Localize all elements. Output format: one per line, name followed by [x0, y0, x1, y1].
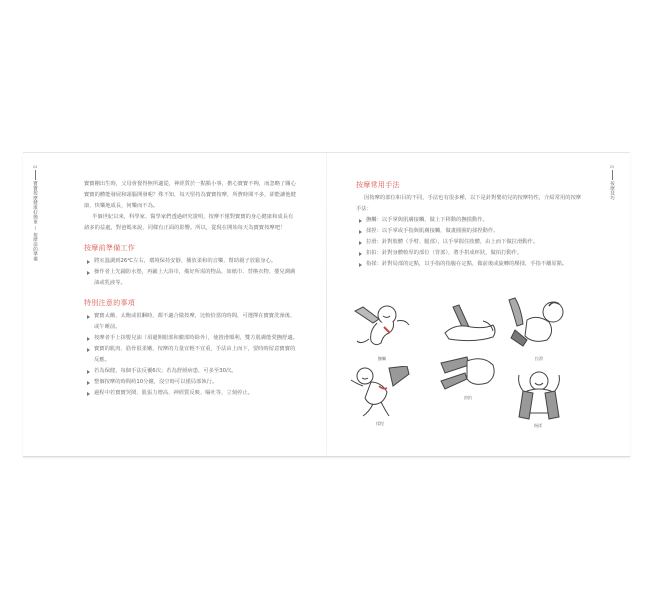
list-item: 扣拍：針對身體較厚的部位（背部），將手拱成杯狀，做拍打動作。: [356, 248, 586, 259]
list-item: 撫觸：以手掌與肌膚接觸，做上下移動的撫摸動作。: [356, 215, 586, 226]
illustration-stroking: [347, 301, 417, 356]
techniques-list: [356, 215, 586, 270]
illustration-leg-massage: [439, 303, 499, 348]
list-item: 寶寶的肌肉、筋骨很柔嫩，按摩的力量宜輕不宜重，手法由上而下，要時時留意寶寶的反應。: [84, 344, 298, 366]
left-body: [84, 179, 298, 399]
right-page: [327, 153, 630, 456]
illustration-caption: 扣拍: [464, 395, 472, 400]
intro-paragraph-2: 半個世紀以來，科學家、醫學家們透過研究證明，按摩不僅對寶寶的身心健康和成長有諸多的益處，對爸媽來說，同樣有正面的影響。所以，從現在開始每天為寶寶按摩吧！: [84, 214, 294, 231]
list-item: 指揉：針對局部的定點，以手指的指腹在定點，做前後或旋轉的壓揉，手指不離原點。: [356, 259, 586, 270]
intro-paragraph-1: 寶寶剛出生時，父母會覺得無所適從，神經質於一點點小事，擔心寶寶不夠，而忽略了關心寶寶的體能發展和頭腦開發呢？殊不知，每天堅持為寶寶按摩，所費時間不多，卻能讓他健康、快樂地成長，何樂而不為。: [84, 181, 296, 209]
divider: [35, 170, 36, 180]
illustration-caption: 指揉: [534, 423, 542, 428]
section-heading-preparation: 按摩前準備工作: [84, 244, 136, 252]
right-body: [356, 179, 586, 270]
left-running-head-text: 寶寶按摩健康好簡單 — 按摩前的準備: [32, 181, 38, 262]
list-item: 拉滑：針對肢體（手臂、腿部），以手掌握住肢體，由上而下做拉滑動作。: [356, 237, 586, 248]
illustration-patting: [437, 353, 499, 393]
list-item: 將室溫調到26℃左右，環境保持安靜，播放柔和的音樂，幫助親子放鬆身心。: [84, 256, 298, 267]
left-running-head: [31, 165, 39, 262]
list-item: 揉捏：以手掌或手指與肌膚接觸，做畫圓圈的揉捏動作。: [356, 226, 586, 237]
book-spread: [23, 152, 630, 457]
list-item: 寶寶太餓、太飽或很睏時，都不適合做按摩，比較恰當的時間，可選擇在寶寶洗澡後、或午睡前。: [84, 311, 298, 333]
illustration-caption: 撫觸: [378, 356, 386, 361]
illustration-kneading: [345, 366, 413, 421]
list-item: 按摩者手上抹嬰兒油（須避開眼部和臉部時除外），使推滑順利，雙方肌膚能愛撫舒適。: [84, 333, 298, 344]
right-running-head: [608, 165, 616, 201]
list-item: 過程中若寶寶哭鬧、肌張力增高、神經質反映、嘔吐等，立刻停止。: [84, 388, 298, 399]
section-heading-precautions: 特別注意的事項: [84, 299, 136, 307]
divider: [612, 170, 613, 180]
right-running-head-text: 按摩技巧: [609, 181, 615, 201]
list-item: 若為保健，每個手法反覆6次；若為舒緩病患，可多至30次。: [84, 366, 298, 377]
list-item: 操作者上先鋪防水墊，再鋪上大浴巾，備好所需的物品，如紙巾、替換衣物、嬰兒潤膚油或乳液等。: [84, 267, 298, 289]
precautions-list: [84, 311, 298, 399]
techniques-intro: 因按摩的部位和目的不同，手法也有很多種，以下是針對嬰幼兒的按摩特性，介紹常用的按摩手法：: [356, 195, 582, 212]
left-page: [23, 153, 326, 456]
illustration-pull-slide: [507, 296, 569, 354]
illustration-finger-kneading: [509, 369, 567, 424]
section-heading-techniques: 按摩常用手法: [356, 181, 400, 189]
illustration-caption: 揉捏: [376, 421, 384, 426]
right-page-number: 25: [609, 165, 615, 169]
list-item: 整個按摩的時間約10分鐘，沒空時可以僅局部執行。: [84, 377, 298, 388]
illustration-caption: 拉滑: [535, 356, 543, 361]
left-page-number: 24: [32, 165, 38, 169]
preparation-list: [84, 256, 298, 289]
